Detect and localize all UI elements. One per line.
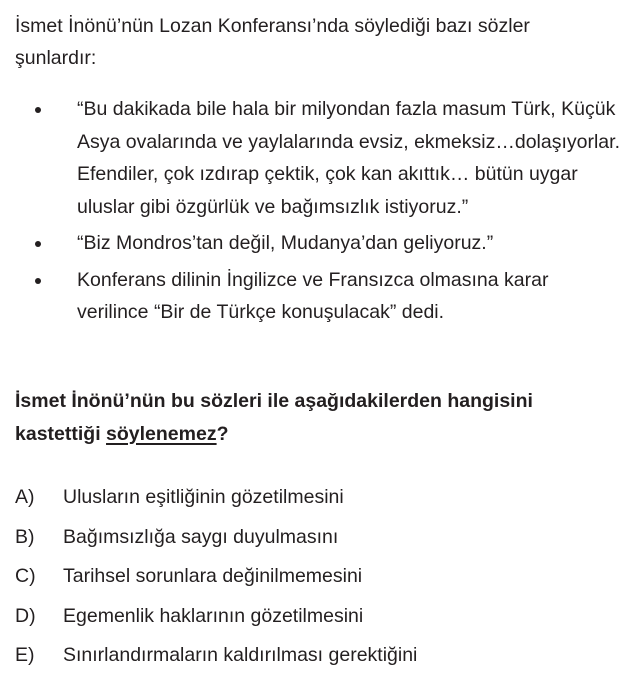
quote-item	[0, 264, 631, 329]
option-a[interactable]	[0, 478, 631, 518]
answer-options	[0, 478, 631, 676]
quote-text: “Biz Mondros’tan değil, Mudanya’dan geliyoruz.”	[77, 232, 494, 254]
question-stem	[15, 385, 615, 450]
option-b[interactable]	[0, 518, 631, 558]
option-letter: D)	[15, 604, 36, 627]
option-text: Tarihsel sorunlara değinilmemesini	[63, 565, 363, 587]
option-text: Ulusların eşitliğinin gözetilmesini	[63, 486, 344, 508]
option-text: Sınırlandırmaların kaldırılması gerektiğini	[63, 644, 418, 666]
bullet-icon	[35, 107, 41, 113]
question-suffix: ?	[216, 422, 229, 445]
question-prefix: İsmet İnönü’nün bu sözleri ile aşağıdakilerden hangisini kastettiği	[15, 390, 533, 445]
bullet-icon	[35, 241, 41, 247]
option-text: Egemenlik haklarının gözetilmesini	[63, 604, 364, 627]
option-d[interactable]	[0, 597, 631, 637]
option-text: Bağımsızlığa saygı duyulmasını	[63, 525, 339, 548]
quote-item	[0, 227, 631, 260]
option-letter: A)	[15, 486, 35, 508]
quote-item	[0, 93, 631, 223]
quote-list	[0, 93, 631, 333]
quote-text: “Bu dakikada bile hala bir milyondan fazla masum Türk, Küçük Asya ovalarında ve yaylalarında evsiz, ekmeksiz…dolaşıyorlar. Efendiler, çok ızdırap çektik, çok kan akıttık… bütün uygar uluslar gibi özgürlük ve bağımsızlık istiyoruz.”	[77, 98, 620, 218]
option-letter: C)	[15, 565, 36, 587]
option-letter: E)	[15, 644, 35, 666]
option-c[interactable]	[0, 557, 631, 597]
option-letter: B)	[15, 525, 35, 548]
quote-text: Konferans dilinin İngilizce ve Fransızca olmasına karar verilince “Bir de Türkçe konuşulacak” dedi.	[77, 268, 549, 323]
intro-text: İsmet İnönü’nün Lozan Konferansı’nda söylediği bazı sözler şunlardır:	[15, 15, 530, 69]
bullet-icon	[35, 278, 41, 284]
question-emphasis: söylenemez	[106, 422, 217, 445]
option-e[interactable]	[0, 636, 631, 676]
